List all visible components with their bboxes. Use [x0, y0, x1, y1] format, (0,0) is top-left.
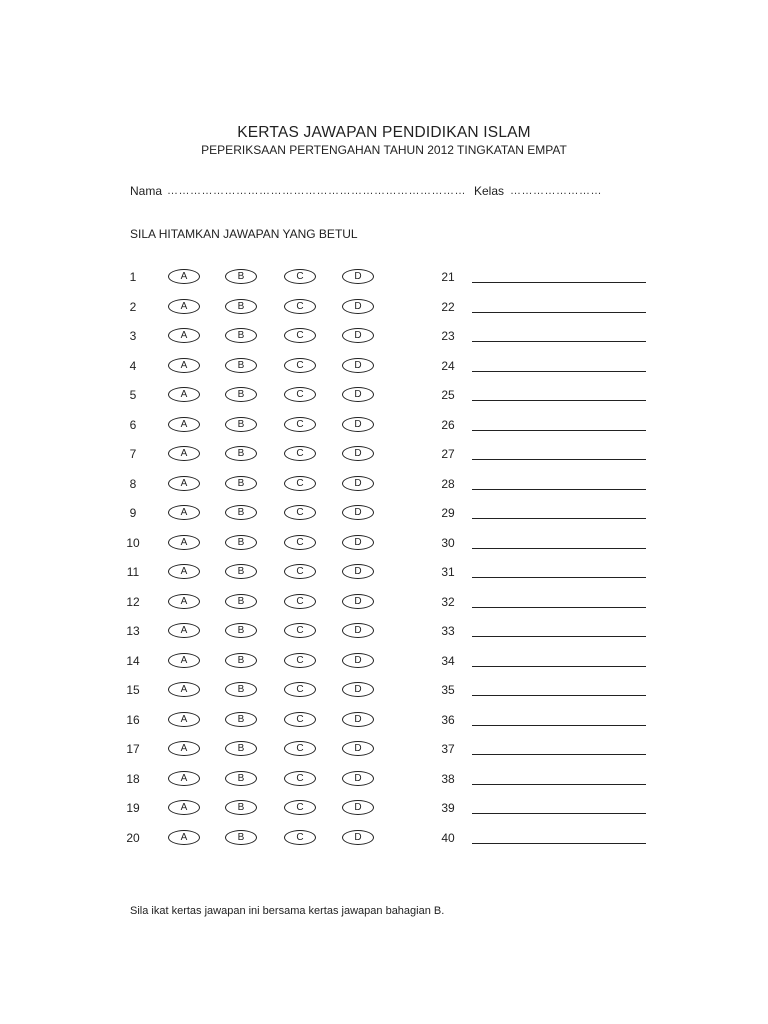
answer-bubble-c[interactable]: C	[284, 387, 316, 402]
question-row	[0, 740, 768, 760]
answer-line[interactable]	[472, 695, 646, 696]
question-number: 39	[441, 801, 455, 815]
answer-bubble-c[interactable]: C	[284, 771, 316, 786]
question-number: 40	[441, 830, 455, 845]
answer-bubble-c[interactable]: C	[284, 653, 316, 668]
class-label: Kelas	[474, 184, 505, 198]
answer-line[interactable]	[472, 725, 646, 726]
answer-line[interactable]	[472, 784, 646, 785]
answer-bubble-b[interactable]: B	[225, 623, 257, 638]
answer-bubble-b[interactable]: B	[225, 830, 257, 845]
answer-bubble-a[interactable]: A	[168, 387, 200, 402]
question-number: 24	[441, 358, 455, 373]
question-number: 32	[441, 594, 455, 609]
answer-line[interactable]	[472, 754, 646, 755]
answer-line[interactable]	[472, 312, 646, 313]
name-label: Nama	[130, 184, 163, 198]
answer-bubble-c[interactable]: C	[284, 594, 316, 609]
answer-line[interactable]	[472, 607, 646, 608]
answer-line[interactable]	[472, 459, 646, 460]
answer-bubble-c[interactable]: C	[284, 269, 316, 284]
class-field[interactable]: ……………………	[510, 185, 602, 197]
question-number: 31	[441, 565, 455, 579]
question-row	[0, 504, 768, 524]
question-row	[0, 711, 768, 731]
question-number: 23	[441, 329, 455, 343]
question-number: 15	[126, 683, 140, 697]
answer-bubble-d[interactable]: D	[342, 505, 374, 520]
question-number: 2	[129, 299, 137, 314]
page-title: KERTAS JAWAPAN PENDIDIKAN ISLAM	[237, 124, 531, 141]
answer-line[interactable]	[472, 489, 646, 490]
answer-bubble-a[interactable]: A	[168, 800, 200, 815]
question-row	[0, 563, 768, 583]
answer-line[interactable]	[472, 282, 646, 283]
answer-bubble-c[interactable]: C	[284, 476, 316, 491]
answer-bubble-d[interactable]: D	[342, 358, 374, 373]
answer-bubble-b[interactable]: B	[225, 535, 257, 550]
answer-line[interactable]	[472, 843, 646, 844]
answer-bubble-c[interactable]: C	[284, 564, 316, 579]
question-number: 3	[129, 329, 137, 343]
answer-bubble-a[interactable]: A	[168, 712, 200, 727]
answer-bubble-b[interactable]: B	[225, 741, 257, 756]
answer-bubble-b[interactable]: B	[225, 653, 257, 668]
answer-bubble-a[interactable]: A	[168, 446, 200, 461]
question-row	[0, 681, 768, 701]
answer-bubble-d[interactable]: D	[342, 741, 374, 756]
answer-bubble-a[interactable]: A	[168, 682, 200, 697]
answer-bubble-b[interactable]: B	[225, 505, 257, 520]
question-row	[0, 622, 768, 642]
answer-bubble-b[interactable]: B	[225, 771, 257, 786]
answer-bubble-c[interactable]: C	[284, 800, 316, 815]
answer-bubble-c[interactable]: C	[284, 623, 316, 638]
answer-bubble-a[interactable]: A	[168, 830, 200, 845]
question-number: 13	[126, 624, 140, 638]
question-number: 12	[126, 594, 140, 609]
question-number: 38	[441, 771, 455, 786]
question-number: 25	[441, 388, 455, 402]
answer-line[interactable]	[472, 666, 646, 667]
question-number: 29	[441, 506, 455, 520]
answer-bubble-c[interactable]: C	[284, 328, 316, 343]
answer-bubble-b[interactable]: B	[225, 476, 257, 491]
answer-bubble-d[interactable]: D	[342, 417, 374, 432]
answer-bubble-d[interactable]: D	[342, 328, 374, 343]
answer-line[interactable]	[472, 813, 646, 814]
answer-bubble-c[interactable]: C	[284, 535, 316, 550]
answer-bubble-b[interactable]: B	[225, 594, 257, 609]
question-number: 37	[441, 742, 455, 756]
question-row	[0, 770, 768, 790]
question-row	[0, 829, 768, 849]
answer-bubble-a[interactable]: A	[168, 269, 200, 284]
answer-bubble-a[interactable]: A	[168, 299, 200, 314]
question-number: 16	[126, 712, 140, 727]
answer-bubble-c[interactable]: C	[284, 712, 316, 727]
answer-bubble-c[interactable]: C	[284, 741, 316, 756]
answer-bubble-d[interactable]: D	[342, 623, 374, 638]
question-row	[0, 268, 768, 288]
answer-bubble-c[interactable]: C	[284, 417, 316, 432]
answer-bubble-a[interactable]: A	[168, 505, 200, 520]
answer-line[interactable]	[472, 430, 646, 431]
answer-bubble-d[interactable]: D	[342, 269, 374, 284]
answer-bubble-a[interactable]: A	[168, 535, 200, 550]
question-number: 10	[126, 535, 140, 550]
answer-line[interactable]	[472, 577, 646, 578]
answer-bubble-b[interactable]: B	[225, 299, 257, 314]
answer-bubble-d[interactable]: D	[342, 476, 374, 491]
question-number: 22	[441, 299, 455, 314]
question-number: 21	[441, 270, 455, 284]
question-number: 35	[441, 683, 455, 697]
question-row	[0, 652, 768, 672]
answer-bubble-c[interactable]: C	[284, 682, 316, 697]
question-row	[0, 534, 768, 554]
question-number: 30	[441, 535, 455, 550]
question-row	[0, 357, 768, 377]
page-subtitle: PEPERIKSAAN PERTENGAHAN TAHUN 2012 TINGKATAN EMPAT	[201, 143, 567, 157]
question-row	[0, 386, 768, 406]
question-number: 34	[441, 653, 455, 668]
answer-bubble-d[interactable]: D	[342, 771, 374, 786]
answer-bubble-d[interactable]: D	[342, 535, 374, 550]
answer-line[interactable]	[472, 341, 646, 342]
question-number: 4	[129, 358, 137, 373]
question-number: 20	[126, 830, 140, 845]
answer-bubble-a[interactable]: A	[168, 564, 200, 579]
question-number: 14	[126, 653, 140, 668]
answer-bubble-a[interactable]: A	[168, 653, 200, 668]
answer-bubble-d[interactable]: D	[342, 594, 374, 609]
answer-line[interactable]	[472, 636, 646, 637]
answer-bubble-b[interactable]: B	[225, 446, 257, 461]
answer-line[interactable]	[472, 371, 646, 372]
question-row	[0, 327, 768, 347]
question-row	[0, 593, 768, 613]
answer-bubble-a[interactable]: A	[168, 741, 200, 756]
answer-bubble-c[interactable]: C	[284, 299, 316, 314]
answer-bubble-a[interactable]: A	[168, 476, 200, 491]
answer-line[interactable]	[472, 518, 646, 519]
answer-bubble-b[interactable]: B	[225, 564, 257, 579]
answer-line[interactable]	[472, 400, 646, 401]
answer-bubble-a[interactable]: A	[168, 771, 200, 786]
answer-bubble-a[interactable]: A	[168, 358, 200, 373]
question-number: 18	[126, 771, 140, 786]
question-number: 36	[441, 712, 455, 727]
answer-bubble-d[interactable]: D	[342, 712, 374, 727]
instruction-text: SILA HITAMKAN JAWAPAN YANG BETUL	[130, 227, 358, 241]
question-number: 11	[126, 565, 140, 579]
question-number: 5	[129, 388, 137, 402]
name-field[interactable]: ……………………………………………………………………	[167, 185, 466, 197]
question-row	[0, 799, 768, 819]
footer-note: Sila ikat kertas jawapan ini bersama kertas jawapan bahagian B.	[130, 905, 445, 917]
answer-bubble-a[interactable]: A	[168, 328, 200, 343]
question-number: 26	[441, 417, 455, 432]
answer-bubble-d[interactable]: D	[342, 564, 374, 579]
answer-bubble-b[interactable]: B	[225, 417, 257, 432]
question-number: 17	[126, 742, 140, 756]
answer-bubble-d[interactable]: D	[342, 682, 374, 697]
question-number: 33	[441, 624, 455, 638]
answer-bubble-a[interactable]: A	[168, 594, 200, 609]
answer-bubble-b[interactable]: B	[225, 800, 257, 815]
answer-bubble-c[interactable]: C	[284, 446, 316, 461]
question-number: 6	[129, 417, 137, 432]
question-number: 8	[129, 476, 137, 491]
question-row	[0, 445, 768, 465]
answer-bubble-d[interactable]: D	[342, 800, 374, 815]
question-row	[0, 416, 768, 436]
answer-bubble-c[interactable]: C	[284, 505, 316, 520]
answer-bubble-c[interactable]: C	[284, 358, 316, 373]
answer-bubble-d[interactable]: D	[342, 299, 374, 314]
question-number: 7	[129, 447, 137, 461]
answer-bubble-b[interactable]: B	[225, 387, 257, 402]
question-number: 27	[441, 447, 455, 461]
answer-bubble-b[interactable]: B	[225, 712, 257, 727]
question-number: 1	[129, 270, 137, 284]
answer-bubble-a[interactable]: A	[168, 417, 200, 432]
answer-bubble-b[interactable]: B	[225, 269, 257, 284]
answer-bubble-c[interactable]: C	[284, 830, 316, 845]
question-number: 19	[126, 801, 140, 815]
answer-bubble-d[interactable]: D	[342, 830, 374, 845]
question-row	[0, 298, 768, 318]
answer-bubble-b[interactable]: B	[225, 328, 257, 343]
answer-line[interactable]	[472, 548, 646, 549]
question-number: 28	[441, 476, 455, 491]
question-number: 9	[129, 506, 137, 520]
answer-bubble-d[interactable]: D	[342, 653, 374, 668]
answer-bubble-d[interactable]: D	[342, 387, 374, 402]
question-row	[0, 475, 768, 495]
answer-bubble-d[interactable]: D	[342, 446, 374, 461]
answer-bubble-a[interactable]: A	[168, 623, 200, 638]
answer-bubble-b[interactable]: B	[225, 358, 257, 373]
answer-bubble-b[interactable]: B	[225, 682, 257, 697]
